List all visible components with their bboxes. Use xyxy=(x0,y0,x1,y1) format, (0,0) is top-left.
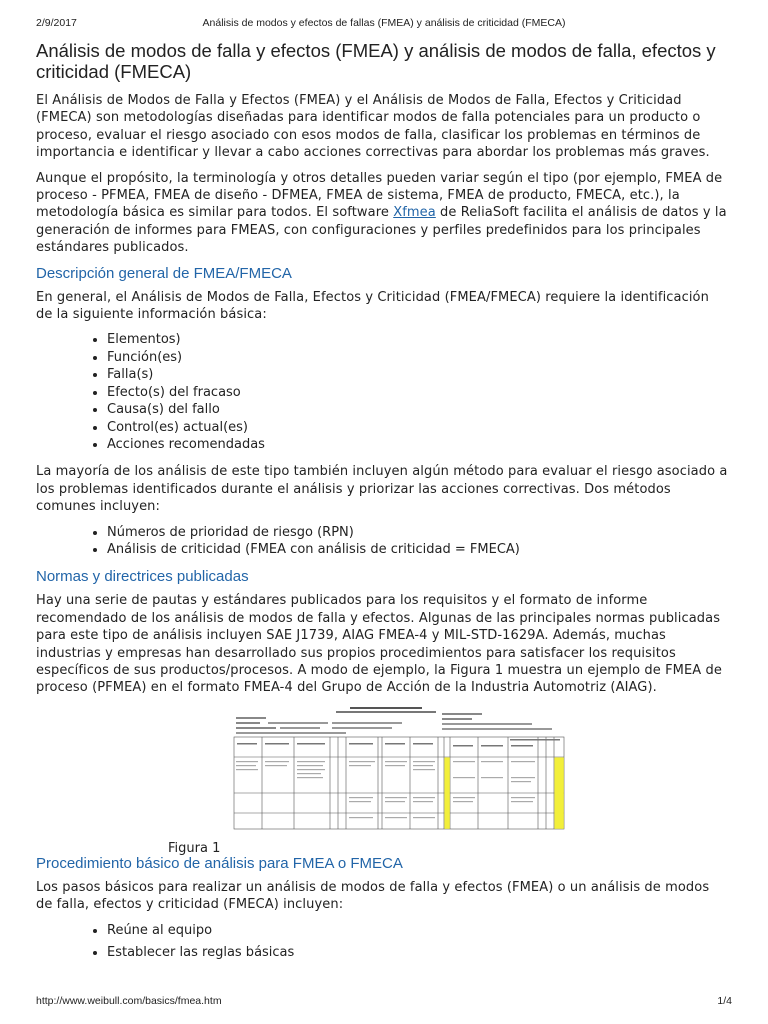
list-item: • Números de prioridad de riesgo (RPN) xyxy=(107,524,728,541)
page-footer xyxy=(36,995,732,1009)
procedure-paragraph: Los pasos básicos para realizar un análisis de modos de falla y efectos (FMEA) o un análisis de modos de falla, efectos y criticidad (FMECA) incluyen: xyxy=(36,879,710,913)
basic-info-list xyxy=(36,331,728,453)
list-item: • Análisis de criticidad (FMEA con análisis de criticidad = FMECA) xyxy=(107,541,728,558)
overview-paragraph-1: En general, el Análisis de Modos de Falla, Efectos y Criticidad (FMEA/FMECA) requiere la identificación de la siguiente información básica: xyxy=(36,289,709,323)
print-title: Análisis de modos y efectos de fallas (FMEA) y análisis de criticidad (FMECA) xyxy=(202,17,566,29)
pfmea-form-graphic xyxy=(232,705,568,831)
page-title: Análisis de modos de falla y efectos (FMEA) y análisis de modos de falla, efectos y criticidad (FMECA) xyxy=(36,40,716,82)
list-item: • Elementos) xyxy=(107,331,728,348)
list-item: • Establecer las reglas básicas xyxy=(107,944,728,961)
list-item: • Acciones recomendadas xyxy=(107,436,728,453)
pfmea-form-image xyxy=(232,705,568,831)
page-number: 1/4 xyxy=(717,995,732,1007)
standards-paragraph: Hay una serie de pautas y estándares publicados para los requisitos y el formato de informe recomendado de los análisis de modos de falla y efectos. Algunas de las principales normas publicadas para este tipo de análisis incluyen SAE J1739, AIAG FMEA-4 y MIL-STD-1629A. Además, muchas industrias y empresas han desarrollado sus propios procedimientos para satisfacer los requisitos específicos de sus productos/procesos. A modo de ejemplo, la Figura 1 muestra un ejemplo de FMEA de proceso (PFMEA) en el formato FMEA-4 del Grupo de Acción de la Industria Automotriz (AIAG). xyxy=(36,593,722,696)
list-item: • Efecto(s) del fracaso xyxy=(107,384,728,401)
figure-1 xyxy=(36,705,728,855)
figure-caption: Figura 1 xyxy=(168,840,221,856)
list-item: • Causa(s) del fallo xyxy=(107,401,728,418)
print-date: 2/9/2017 xyxy=(36,17,77,29)
list-item: • Función(es) xyxy=(107,349,728,366)
steps-list xyxy=(36,922,728,962)
list-item: • Control(es) actual(es) xyxy=(107,419,728,436)
intro-text-after: de ReliaSoft facilita el análisis de datos y la generación de informes para FMEAS, con configuraciones y perfiles predefinidos para los principales estándares publicados. xyxy=(36,205,727,256)
overview-paragraph-2: La mayoría de los análisis de este tipo también incluyen algún método para evaluar el riesgo asociado a los problemas identificados durante el análisis y priorizar las acciones correctivas. Dos métodos comunes incluyen: xyxy=(36,464,728,515)
intro-paragraph-1: El Análisis de Modos de Falla y Efectos (FMEA) y el Análisis de Modos de Falla, Efectos y Criticidad (FMECA) son metodologías diseñadas para identificar modos de falla potenciales para un producto o proceso, evaluar el riesgo asociado con esos modos de falla, clasificar los problemas en términos de importancia e identificar y llevar a cabo acciones correctivas para abordar los problemas más graves. xyxy=(36,93,710,161)
intro-text-before: Aunque el propósito, la terminología y otros detalles pueden variar según el tipo (por ejemplo, FMEA de proceso - PFMEA, FMEA de diseño - DFMEA, FMEA de sistema, FMEA de producto, FMECA, etc.), la metodología básica es similar para todos. El software xyxy=(36,170,723,221)
section-heading-procedure: Procedimiento básico de análisis para FMEA o FMECA xyxy=(36,854,403,872)
page-header xyxy=(36,17,732,31)
list-item: • Reúne al equipo xyxy=(107,922,728,939)
source-url: http://www.weibull.com/basics/fmea.htm xyxy=(36,995,222,1007)
xfmea-link[interactable]: Xfmea xyxy=(393,205,436,221)
section-heading-standards: Normas y directrices publicadas xyxy=(36,568,249,586)
section-heading-overview: Descripción general de FMEA/FMECA xyxy=(36,264,292,282)
intro-paragraph-2 xyxy=(36,170,728,257)
article xyxy=(36,40,728,971)
methods-list xyxy=(36,524,728,559)
list-item: • Falla(s) xyxy=(107,366,728,383)
